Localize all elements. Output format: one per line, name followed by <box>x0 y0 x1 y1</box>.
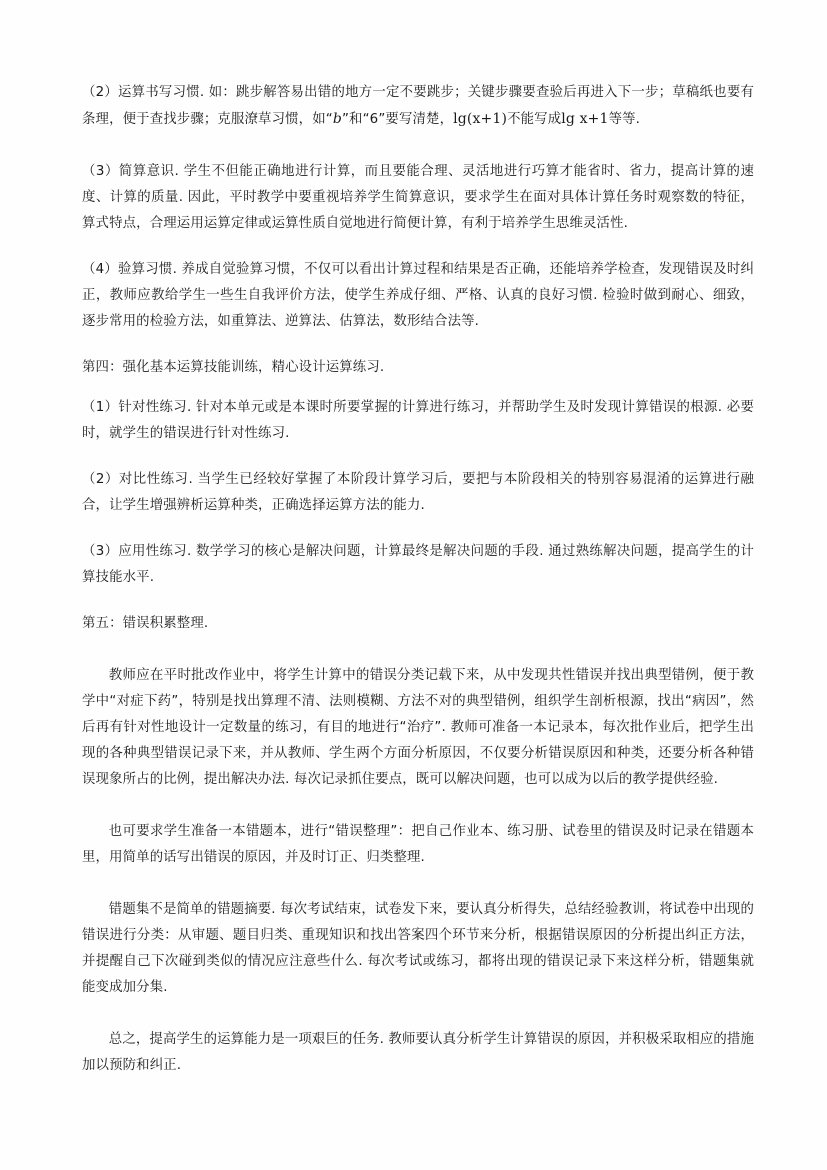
paragraph-simplified-calculation: （3）简算意识. 学生不但能正确地进行计算，而且要能合理、灵活地进行巧算才能省时、省力，提高计算的速度、计算的质量. 因此，平时教学中要重视培养学生简算意识，要求学生在面对具体计算任务时观察数的特征，算式特点，合理运用运算定律或运算性质自觉地进行简便计算，有利于培养学生思维灵活性. <box>82 164 754 231</box>
paragraph-text: 等等. <box>608 112 641 127</box>
paragraph-applied-practice: （3）应用性练习. 数学学习的核心是解决问题，计算最终是解决问题的手段. 通过熟练解决问题，提高学生的计算技能水平. <box>82 544 754 585</box>
math-expression-lg-wrong: lg x+1 <box>561 111 609 127</box>
paragraph-verification-habits: （4）验算习惯. 养成自觉验算习惯，不仅可以看出计算过程和结果是否正确，还能培养学检查，发现错误及时纠正，教师应教给学生一些生自我评价方法，使学生养成仔细、严格、认真的良好习惯. 检验时做到耐心、细致，逐步常用的检验方法，如重算法、逆算法、估算法，数形结合法等. <box>82 262 754 329</box>
document-body <box>82 80 754 1099</box>
paragraph-error-collection: 错题集不是简单的错题摘要. 每次考试结束，试卷发下来，要认真分析得失，总结经验教训，将试卷中出现的错误进行分类：从审题、题目归类、重现知识和找出答案四个环节来分析，根据错误原因的分析提出纠正方法，并提醒自己下次碰到类似的情况应注意些什么. 每次考试或练习，都将出现的错误记录下来这样分析，错题集就能变成加分集. <box>82 902 755 995</box>
section-heading-four: 第四：强化基本运算技能训练，精心设计运算练习. <box>82 360 385 375</box>
paragraph-text: 不能写成 <box>507 112 562 127</box>
paragraph-writing-habits <box>82 80 754 133</box>
math-expression-lg-correct: lg(x+1) <box>453 111 508 127</box>
paragraph-text: ”和“6”要写清楚， <box>341 112 454 127</box>
paragraph-error-notebook: 也可要求学生准备一本错题本，进行“错误整理”：把自己作业本、练习册、试卷里的错误及时记录在错题本里，用简单的话写出错误的原因，并及时订正、归类整理. <box>82 824 754 865</box>
paragraph-text: （2）运算书写习惯. 如：跳步解答易出错的地方一定不要跳步；关键步骤要查验后再进入下一步；草稿纸也要有条理，便于查找步骤；克服潦草习惯，如“ <box>82 85 754 127</box>
paragraph-targeted-practice: （1）针对性练习. 针对本单元或是本课时所要掌握的计算进行练习，并帮助学生及时发现计算错误的根源. 必要时，就学生的错误进行针对性练习. <box>82 400 754 441</box>
paragraph-conclusion: 总之，提高学生的运算能力是一项艰巨的任务. 教师要认真分析学生计算错误的原因，并积极采取相应的措施加以预防和纠正. <box>82 1032 755 1073</box>
paragraph-teacher-records: 教师应在平时批改作业中，将学生计算中的错误分类记载下来，从中发现共性错误并找出典型错例，便于教学中“对症下药”，特别是找出算理不清、法则模糊、方法不对的典型错例，组织学生剖析根源，找出“病因”，然后再有针对性地设计一定数量的练习，有目的地进行“治疗”. 教师可准备一本记录本，每次批作业后，把学生出现的各种典型错误记录下来，并从教师、学生两个方面分析原因，不仅要分析错误原因和种类，还要分析各种错误现象所占的比例，提出解决办法. 每次记录抓住要点，既可以解决问题，也可以成为以后的教学提供经验. <box>82 668 754 787</box>
section-heading-five: 第五：错误积累整理. <box>82 616 209 631</box>
math-variable-b: b <box>332 111 342 127</box>
paragraph-contrast-practice: （2）对比性练习. 当学生已经较好掌握了本阶段计算学习后，要把与本阶段相关的特别容易混淆的运算进行融合，让学生增强辨析运算种类，正确选择运算方法的能力. <box>82 472 754 513</box>
